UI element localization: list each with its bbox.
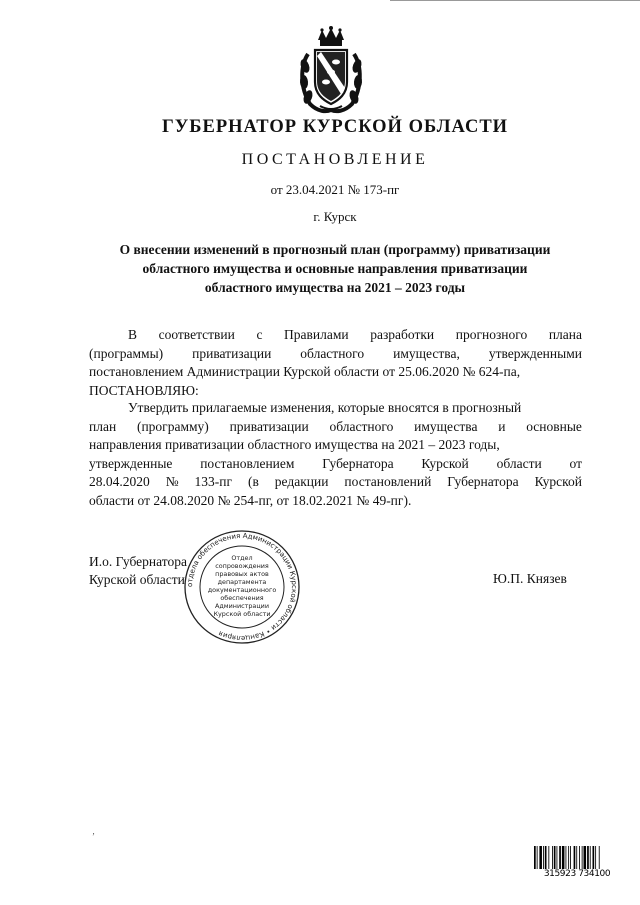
paragraph-line (89, 436, 582, 455)
document-title (90, 240, 580, 297)
paragraph-line (89, 345, 582, 364)
paragraph-line (89, 418, 582, 437)
paragraph-word: Утвердить прилагаемые изменения, которые вносятся в прогнозный (128, 400, 522, 415)
paragraph-word: 28.04.2020 (89, 474, 150, 489)
paragraph-word: Губернатора (447, 474, 519, 489)
kursk-coat-of-arms-icon (298, 26, 364, 114)
paragraph-line (89, 455, 582, 474)
stamp-inner-line: обеспечения (220, 594, 264, 602)
title-line: областного имущества на 2021 – 2023 годы (204, 280, 466, 295)
paragraph-word: Курской (534, 474, 582, 489)
stamp-inner-line: департамента (217, 578, 267, 586)
paragraph-word: постановлением Администрации Курской области от 25.06.2020 № 624-па, (89, 364, 521, 379)
paragraph-word: и (498, 418, 506, 434)
scan-edge-line (390, 0, 640, 1)
barcode-number: 315923 734100 (532, 869, 622, 880)
paragraph-word: прогнозного (455, 327, 528, 342)
issuing-authority: ГУБЕРНАТОР КУРСКОЙ ОБЛАСТИ (161, 117, 509, 137)
paragraph-word: постановлением (200, 455, 295, 471)
paragraph-word: областного (300, 345, 365, 361)
paragraph-word: редакции (274, 474, 329, 489)
paragraph-word: приватизации (229, 418, 309, 434)
paragraph-word: № (165, 474, 179, 489)
stamp-inner-line: Администрации (215, 602, 269, 610)
paragraph-word: В (128, 327, 138, 342)
official-round-stamp (182, 528, 302, 646)
paragraph-line (89, 473, 582, 492)
stamp-inner-line: Курской области (213, 610, 271, 618)
stamp-inner-line: сопровождения (215, 562, 269, 570)
document-type: ПОСТАНОВЛЕНИЕ (241, 151, 429, 168)
stamp-inner-line: Отдел (231, 554, 253, 562)
paragraph-word: (в (247, 474, 259, 489)
paragraph-word: области от 24.08.2020 № 254-пг, от 18.02.2021 № 49-пг). (89, 492, 412, 508)
paragraph-word: Правилами (284, 327, 349, 342)
signatory-role (89, 553, 187, 589)
paragraph-line (89, 492, 582, 511)
paragraph-word: приватизации (192, 345, 272, 361)
paragraph-line (89, 363, 582, 382)
paragraph-line (89, 399, 582, 418)
paragraph-preamble (89, 326, 582, 400)
document-city: г. Курск (313, 209, 357, 224)
paragraph-word: плана (548, 327, 582, 342)
stamp-inner-line: правовых актов (215, 570, 269, 578)
title-line: областного имущества и основные направления приватизации (142, 261, 528, 276)
paragraph-word: Курской (421, 455, 469, 471)
paragraph-word: разработки (370, 327, 435, 342)
paragraph-word: области (496, 455, 542, 471)
stamp-inner-line: документационного (207, 586, 277, 594)
paragraph-resolution (89, 399, 582, 510)
paragraph-word: утвержденные (89, 455, 173, 471)
paragraph-word: имущества, (393, 345, 460, 361)
paragraph-line (89, 326, 582, 345)
paragraph-word: соответствии (158, 327, 235, 342)
paragraph-line (89, 382, 582, 401)
signatory-role-line: И.о. Губернатора (89, 554, 188, 569)
signatory-name: Ю.П. Князев (493, 571, 567, 586)
paragraph-word: от (569, 455, 582, 471)
paragraph-word: утвержденными (488, 345, 582, 361)
paragraph-word: 133-пг (194, 474, 233, 489)
paragraph-word: (программу) (136, 418, 209, 434)
paragraph-word: Губернатора (322, 455, 394, 471)
paragraph-word: план (89, 418, 117, 434)
paragraph-word: ПОСТАНОВЛЯЮ: (89, 382, 199, 398)
paragraph-word: направления приватизации областного имущества на 2021 – 2023 годы, (89, 437, 500, 452)
signatory-role-line: Курской области (89, 572, 185, 587)
document-number-date: от 23.04.2021 № 173-пг (270, 182, 400, 197)
paragraph-word: областного (329, 418, 394, 434)
title-line: О внесении изменений в прогнозный план (программу) приватизации (119, 242, 551, 257)
stamp-outer-text: отдела обеспечения Администрации Курской области • Канцелярия (185, 531, 299, 643)
paragraph-word: с (256, 327, 263, 342)
paragraph-word: основные (526, 418, 582, 434)
paragraph-word: постановлений (344, 474, 432, 489)
paragraph-word: (программы) (89, 345, 164, 361)
paragraph-word: имущества (414, 418, 478, 434)
scan-mark: ‚ (92, 826, 95, 836)
